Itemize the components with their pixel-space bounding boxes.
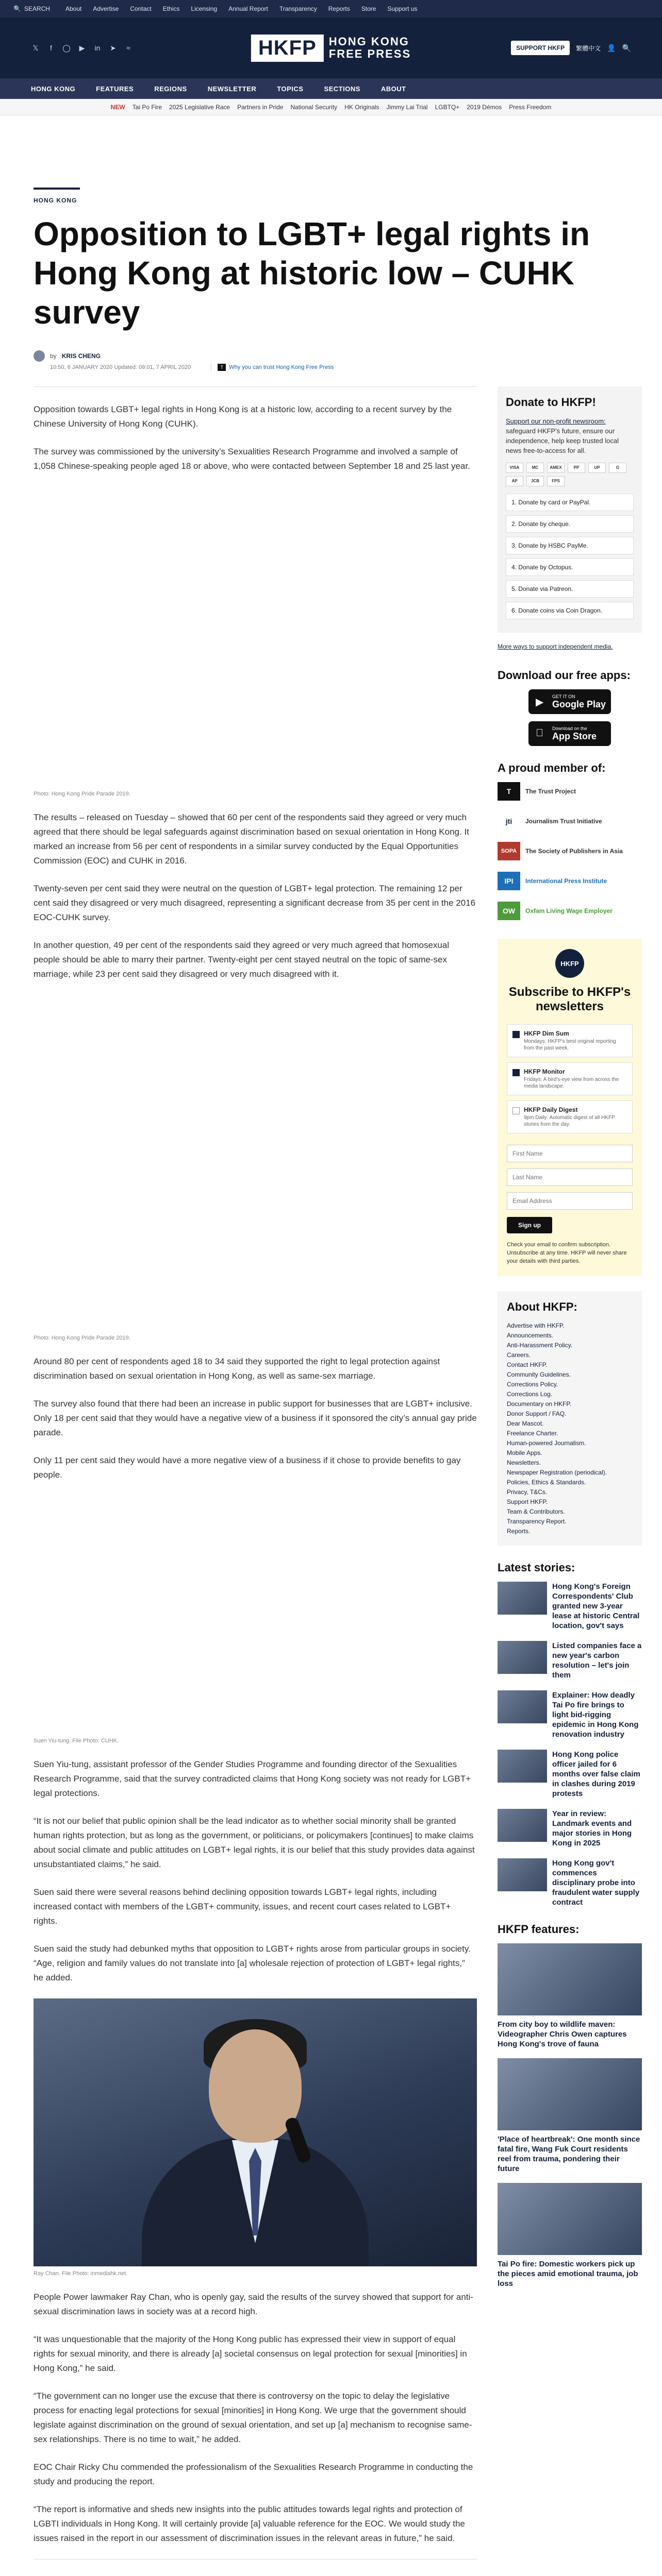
newsletter-widget — [498, 939, 642, 1276]
about-link[interactable]: Newspaper Registration (periodical). — [507, 1469, 607, 1476]
about-widget — [498, 1291, 642, 1546]
about-link[interactable]: Careers. — [507, 1351, 531, 1359]
about-link[interactable]: Privacy, T&Cs. — [507, 1488, 548, 1496]
paragraph: Opposition towards LGBT+ legal rights in Hong Kong is at a historic low, according to a recent survey by the Chinese University of Hong Kong (CUHK). — [34, 404, 452, 429]
paragraph: “The report is informative and sheds new insights into the public attitudes towards legal rights and protection of LGBTI individuals in Hong Kong. It will certainly provide [a] valuable reference for the EOC. We would study the issues raised in the report in our assessment of discrimination issues in the relevant areas in future,” he said. — [34, 2504, 465, 2543]
apple-pay-icon: AP — [506, 476, 523, 486]
ipi-icon: IPI — [498, 872, 520, 890]
author-link[interactable]: KRIS CHENG — [61, 352, 101, 360]
apple-icon — [536, 727, 543, 739]
paypal-icon: PP — [568, 463, 585, 473]
about-link[interactable]: Dear Mascot. — [507, 1420, 544, 1427]
amex-icon: AMEX — [547, 463, 565, 473]
feature-image — [498, 1943, 642, 2015]
sidebar — [498, 386, 642, 2576]
story-thumbnail — [498, 1858, 547, 1891]
donate-option[interactable]: 2. Donate by cheque. — [506, 515, 634, 533]
about-link[interactable]: Contact HKFP. — [507, 1361, 548, 1368]
trending-link[interactable]: Partners in Pride — [237, 103, 284, 111]
image-caption: Photo: Hong Kong Pride Parade 2019. — [34, 791, 130, 797]
nav-hong-kong[interactable]: HONG KONG — [31, 84, 76, 93]
paragraph: Twenty-seven per cent said they were neutral on the question of LGBT+ legal protection. The remaining 12 per cent said they disagreed or very much disagreed, representing a significant decrease from 35 per cent in the 2016 EOC-CUHK survey. — [34, 884, 476, 922]
about-link[interactable]: Reports. — [507, 1528, 531, 1535]
story-item[interactable]: Hong Kong's Foreign Correspondents' Club granted new 3-year lease at historic Central location, gov't says — [498, 1582, 642, 1631]
payment-methods — [506, 463, 634, 486]
feature-image — [498, 2183, 642, 2255]
instagram-icon[interactable]: ◯ — [62, 44, 71, 52]
feature-item[interactable]: 'Place of heartbreak': One month since fatal fire, Wang Fuk Court residents reel from trauma, pondering their future — [498, 2058, 642, 2174]
utility-bar — [0, 0, 662, 18]
trending-link[interactable]: Jimmy Lai Trial — [386, 103, 428, 111]
trust-link[interactable]: T Why you can trust Hong Kong Free Press — [211, 364, 334, 371]
donate-title: Donate to HKFP! — [506, 396, 596, 409]
about-link[interactable]: Corrections Policy. — [507, 1381, 558, 1388]
feature-image — [498, 2058, 642, 2130]
utility-link-store[interactable]: Store — [361, 5, 376, 12]
feature-item[interactable]: Tai Po fire: Domestic workers pick up the pieces amid emotional trauma, job loss — [498, 2183, 642, 2289]
article-image — [34, 995, 477, 1335]
about-link[interactable]: Mobile Apps. — [507, 1449, 542, 1456]
mastercard-icon: MC — [526, 463, 544, 473]
trending-link[interactable]: Tai Po Fire — [132, 103, 162, 111]
utility-links — [65, 5, 418, 12]
google-pay-icon: G — [609, 463, 626, 473]
donate-option[interactable]: 4. Donate by Octopus. — [506, 558, 634, 576]
hkfp-features — [498, 1923, 642, 2289]
site-header — [0, 18, 662, 78]
about-link[interactable]: Support HKFP. — [507, 1498, 548, 1505]
nav-regions[interactable]: REGIONS — [154, 84, 187, 93]
site-logo[interactable] — [251, 35, 411, 62]
trending-link[interactable]: HK Originals — [344, 103, 379, 111]
trending-bar — [0, 99, 662, 115]
about-link[interactable]: Newsletters. — [507, 1459, 541, 1466]
trending-link[interactable]: 2019 Démos — [467, 103, 502, 111]
facebook-icon[interactable]: f — [50, 44, 52, 52]
paragraph: EOC Chair Ricky Chu commended the professionalism of the Sexualities Research Programme in conducting the study and producing the report. — [34, 2462, 473, 2486]
article-body — [34, 386, 477, 2576]
about-title: About HKFP: — [507, 1300, 577, 1313]
trust-project-icon: T — [218, 364, 226, 371]
article-category[interactable]: HONG KONG — [34, 197, 77, 204]
unionpay-icon: UP — [588, 463, 606, 473]
visa-icon: VISA — [506, 463, 523, 473]
newsletter-title: Subscribe to HKFP's newsletters — [508, 985, 631, 1013]
newsletter-option[interactable]: HKFP Monitor Fridays: A bird's-eye view from across the media landscape. — [507, 1062, 633, 1095]
latest-stories — [498, 1561, 642, 1907]
paragraph: People Power lawmaker Ray Chan, who is openly gay, said the results of the survey showed that support for anti-sexual discrimination laws in society was at a record high. — [34, 2292, 473, 2316]
paragraph: Only 11 per cent said they would have a more negative view of a business if it chose to provide benefits to gay people. — [34, 1455, 461, 1480]
content-layout — [0, 386, 662, 2576]
story-item[interactable]: Year in review: Landmark events and major stories in Hong Kong in 2025 — [498, 1809, 642, 1848]
story-item[interactable]: Listed companies face a new year's carbon resolution – let's join them — [498, 1641, 642, 1680]
image-caption: Suen Yiu-tung. File Photo: CUHK. — [34, 1738, 119, 1744]
jti-icon: jti — [498, 812, 520, 831]
byline-by: by — [50, 352, 57, 360]
account-icon[interactable]: 👤 — [607, 43, 616, 52]
story-thumbnail — [498, 1690, 547, 1723]
trending-link[interactable]: 2025 Legislative Race — [169, 103, 230, 111]
story-thumbnail — [498, 1809, 547, 1842]
new-badge: NEW — [110, 103, 125, 111]
about-link[interactable]: Documentary on HKFP. — [507, 1400, 572, 1408]
story-thumbnail — [498, 1641, 547, 1674]
article-dates: 10:50, 6 JANUARY 2020 Updated: 09:01, 7 APRIL 2020 T Why you can trust Hong Kong Free Press — [50, 364, 334, 370]
last-name-field[interactable] — [507, 1168, 633, 1186]
newsletter-option[interactable]: HKFP Daily Digest 9pm Daily: Automatic digest of all HKFP stories from the day. — [507, 1100, 633, 1133]
apps-title: Download our free apps: — [498, 669, 631, 682]
paragraph: “It was unquestionable that the majority of the Hong Kong public has expressed their view in support of equal rights for sexual minority, and there is already [a] societal consensus on legal protection for sexual [minorities] in Hong Kong,” he said. — [34, 2334, 467, 2373]
youtube-icon[interactable]: ▶ — [79, 44, 85, 52]
utility-link-transparency[interactable]: Transparency — [279, 5, 317, 12]
nav-newsletter[interactable]: NEWSLETTER — [207, 84, 257, 93]
utility-link-about[interactable]: About — [65, 5, 82, 12]
latest-title: Latest stories: — [498, 1561, 575, 1574]
utility-link-licensing[interactable]: Licensing — [191, 5, 218, 12]
support-hkfp-button[interactable]: SUPPORT HKFP — [511, 41, 570, 55]
logo-wordmark: HONG KONG FREE PRESS — [328, 35, 411, 60]
member-trust-project[interactable]: T The Trust Project — [498, 782, 642, 801]
article-image — [34, 1496, 477, 1738]
hkfp-logo: HKFP — [555, 949, 584, 978]
story-thumbnail — [498, 1750, 547, 1783]
about-link[interactable]: Human-powered Journalism. — [507, 1439, 586, 1447]
member-sopa[interactable]: SOPA The Society of Publishers in Asia — [498, 842, 642, 860]
social-links — [31, 43, 133, 53]
about-link[interactable]: Corrections Log. — [507, 1391, 553, 1398]
paragraph: Suen Yiu-tung, assistant professor of the Gender Studies Programme and founding director of the Sexualities Research Programme, said that the survey contradicted claims that Hong Kong society was not ready for LGBT+ legal protections. — [34, 1759, 471, 1798]
jcb-icon: JCB — [526, 476, 544, 486]
story-thumbnail — [498, 1582, 547, 1615]
story-item[interactable]: Hong Kong police officer jailed for 6 months over false claim in clashes during 2019 protests — [498, 1750, 642, 1799]
search-icon: 🔍 — [13, 5, 21, 12]
trust-project-icon: T — [498, 782, 520, 801]
byline — [34, 350, 628, 362]
utility-link-contact[interactable]: Contact — [130, 5, 152, 12]
story-item[interactable]: Explainer: How deadly Tai Po fire brings to light bid-rigging epidemic in Hong Kong renovation industry — [498, 1690, 642, 1739]
about-links — [507, 1321, 633, 1536]
newsletter-option[interactable]: HKFP Dim Sum Mondays: HKFP's best original reporting from the past week. — [507, 1024, 633, 1057]
nav-about[interactable]: ABOUT — [380, 84, 406, 93]
about-link[interactable]: Transparency Report. — [507, 1518, 567, 1525]
divider — [34, 386, 477, 387]
checkbox[interactable] — [512, 1031, 520, 1038]
member-oxfam[interactable]: OW Oxfam Living Wage Employer — [498, 902, 642, 920]
search-icon[interactable]: 🔍 — [622, 43, 631, 52]
oxfam-icon: OW — [498, 902, 520, 920]
logo-mark: HKFP — [251, 35, 324, 62]
header-actions — [511, 41, 631, 55]
donate-option[interactable]: 3. Donate by HSBC PayMe. — [506, 537, 634, 554]
paragraph: Suen said the study had debunked myths that opposition to LGBT+ rights arose from particular groups in society. “Age, religion and family values do not translate into [a] wholesale rejection of protection of LGBT+ legal rights,” he added. — [34, 1944, 471, 1982]
paragraph: Around 80 per cent of respondents aged 18 to 34 said they supported the right to legal protection against discrimination based on sexual orientation in Hong Kong, as well as same-sex marriage. — [34, 1357, 440, 1381]
about-link[interactable]: Announcements. — [507, 1332, 554, 1339]
app-store-button[interactable]: Download on the App Store — [528, 721, 611, 746]
google-play-button[interactable]: ▶ GET IT ON Google Play — [528, 689, 611, 714]
about-link[interactable]: Team & Contributors. — [507, 1508, 565, 1515]
about-link[interactable]: Advertise with HKFP. — [507, 1322, 565, 1329]
about-link[interactable]: Freelance Charter. — [507, 1430, 558, 1437]
trending-link[interactable]: National Security — [290, 103, 338, 111]
rss-icon[interactable]: ≈ — [126, 44, 130, 52]
fps-icon: FPS — [547, 476, 565, 486]
first-name-field[interactable] — [507, 1145, 633, 1162]
ray-chan-photo — [34, 1998, 477, 2266]
paragraph: The results – released on Tuesday – showed that 60 per cent of the respondents said they agreed or very much agreed that there should be legal safeguards against discrimination based on sexual orientation in Hong Kong. It marked an increase from 56 per cent of respondents in a similar survey conducted by the Equal Opportunities Commission (EOC) and CUHK in 2016. — [34, 812, 469, 866]
nav-topics[interactable]: TOPICS — [277, 84, 304, 93]
image-caption: Ray Chan. File Photo: inmediahk.net. — [34, 2270, 128, 2277]
donate-option[interactable]: 1. Donate by card or PayPal. — [506, 494, 634, 511]
email-field[interactable] — [507, 1192, 633, 1210]
paragraph: In another question, 49 per cent of the respondents said they agreed or very much agreed that homosexual people should be able to marry their partner. Twenty-eight per cent stayed neutral on the topic of same-sex marriage, while 23 per cent said they disagreed or very much disagreed with it. — [34, 940, 450, 979]
article-title: Opposition to LGBT+ legal rights in Hong Kong at historic low – CUHK survey — [34, 215, 590, 331]
search-button[interactable]: 🔍 SEARCH — [13, 5, 50, 12]
article-header — [0, 115, 662, 371]
sopa-icon: SOPA — [498, 842, 520, 860]
paragraph: “It is not our belief that public opinion shall be the lead indicator as to whether social minority shall be granted human rights protection, but as long as the government, or politicians, or policymakers [continues] to make claims about social climate and public attitudes on LGBT+ legal rights, it is our belief that this study provides data against unsubstantiated claims,” he said. — [34, 1816, 475, 1869]
signup-button[interactable]: Sign up — [507, 1217, 552, 1233]
nav-sections[interactable]: SECTIONS — [324, 84, 360, 93]
about-link[interactable]: Policies, Ethics & Standards. — [507, 1479, 586, 1486]
article-image — [34, 487, 477, 791]
donate-widget — [498, 386, 642, 633]
member-title: A proud member of: — [498, 761, 606, 774]
more-ways-link[interactable]: More ways to support independent media. — [498, 643, 613, 650]
utility-link-ethics[interactable]: Ethics — [162, 5, 180, 12]
telegram-icon[interactable]: ➤ — [110, 44, 116, 52]
google-play-icon: ▶ — [536, 697, 544, 708]
utility-link-annual-report[interactable]: Annual Report — [228, 5, 268, 12]
paragraph: “The government can no longer use the excuse that there is controversy on the topic to delay the legislative process for enacting legal protections for sexual [minorities] in Hong Kong. We urge that the government should legislate against discrimination on the ground of sexual orientation, and set up [a] mechanism to recognise same-sex relationships. There is no time to wait,” he added. — [34, 2391, 472, 2444]
checkbox[interactable] — [512, 1107, 520, 1114]
feature-item[interactable]: From city boy to wildlife maven: Videographer Chris Owen captures Hong Kong's trove of fauna — [498, 1943, 642, 2049]
member-jti[interactable]: jti Journalism Trust Initiative — [498, 812, 642, 831]
checkbox[interactable] — [512, 1069, 520, 1076]
trending-link[interactable]: Press Freedom — [509, 103, 552, 111]
image-caption: Photo: Hong Kong Pride Parade 2019. — [34, 1335, 130, 1341]
donate-option[interactable]: 5. Donate via Patreon. — [506, 580, 634, 598]
story-item[interactable]: Hong Kong gov't commences disciplinary probe into fraudulent water supply contract — [498, 1858, 642, 1907]
main-nav — [0, 78, 662, 99]
utility-link-advertise[interactable]: Advertise — [93, 5, 119, 12]
author-avatar — [34, 350, 45, 362]
donate-intro: Support our non-profit newsroom: safeguard HKFP's future, ensure our independence, help keep trusted local news free-to-access for all. — [506, 417, 619, 454]
about-link[interactable]: Anti-Harassment Policy. — [507, 1342, 573, 1349]
divider — [34, 2559, 477, 2560]
about-link[interactable]: Community Guidelines. — [507, 1371, 571, 1378]
paragraph: The survey also found that there had been an increase in public support for businesses that are LGBT+ inclusive. Only 18 per cent said that they would have a negative view of a business if it sponsored the city’s annual gay pride parade. — [34, 1399, 477, 1437]
utility-link-reports[interactable]: Reports — [328, 5, 350, 12]
x-icon[interactable]: 𝕏 — [32, 44, 39, 52]
member-ipi[interactable]: IPI International Press Institute — [498, 872, 642, 890]
linkedin-icon[interactable]: in — [94, 44, 101, 52]
about-link[interactable]: Donor Support / FAQ. — [507, 1410, 567, 1417]
utility-link-support[interactable]: Support us — [387, 5, 418, 12]
language-switch[interactable]: 繁體中文 — [576, 44, 601, 52]
subscribe-note: Check your email to confirm subscription. Unsubscribe at any time. HKFP will never share your details with third parties. — [507, 1242, 627, 1264]
donate-option[interactable]: 6. Donate coins via Coin Dragon. — [506, 602, 634, 619]
features-title: HKFP features: — [498, 1923, 580, 1936]
trending-link[interactable]: LGBTQ+ — [435, 103, 460, 111]
nav-features[interactable]: FEATURES — [96, 84, 134, 93]
paragraph: Suen said there were several reasons behind declining opposition towards LGBT+ legal rights, including increased contact with members of the LGBT+ community, issues, and recent court cases related to LGBT+ rights. — [34, 1887, 451, 1926]
paragraph: The survey was commissioned by the university’s Sexualities Research Programme and involved a sample of 1,058 Chinese-speaking people aged 18 or above, who were contacted between September 18 and 25 last year. — [34, 447, 470, 471]
category-bar — [34, 188, 80, 190]
